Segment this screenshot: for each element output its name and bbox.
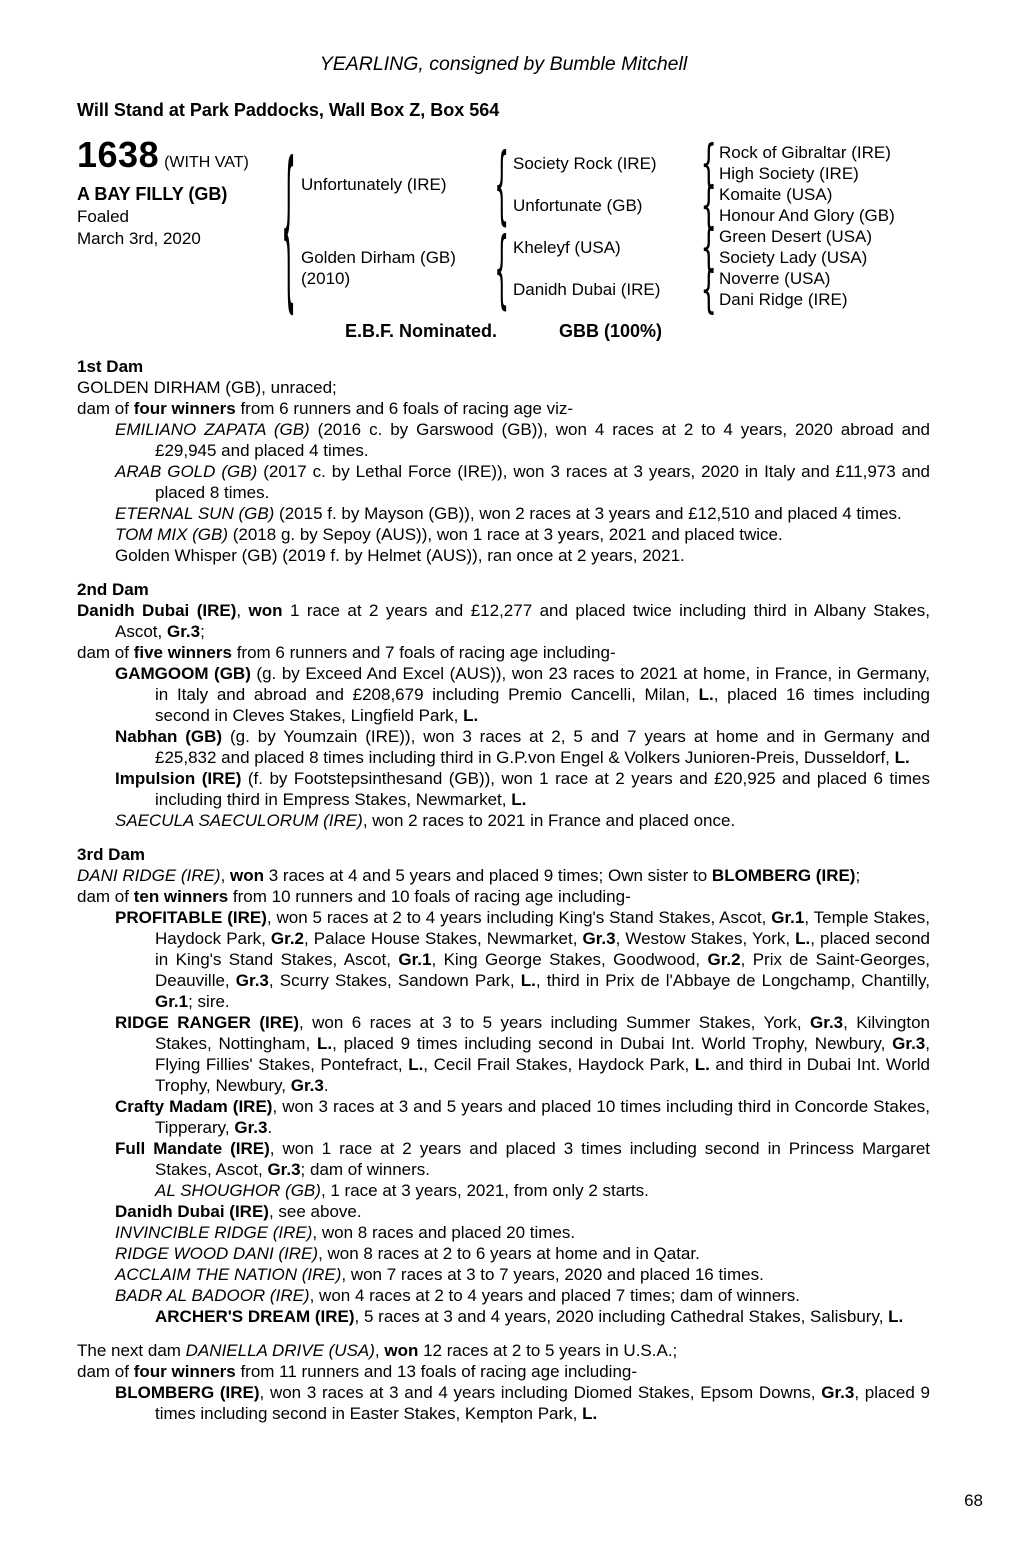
lot-number: 1638 [77,134,160,175]
text-run: from 11 runners and 13 foals of racing age including- [235,1362,638,1381]
brace-glyph: { [700,133,718,193]
text-run: Golden Whisper (GB) (2019 f. by Helmet (AUS)), ran once at 2 years, 2021. [115,546,685,565]
pedigree-paragraph [77,1243,930,1264]
text-run: AL SHOUGHOR (GB) [155,1181,321,1200]
text-run: . [267,1118,273,1137]
dam-section-heading: 3rd Dam [77,845,146,864]
text-run: , Westow Stakes, York, [615,929,796,948]
text-run: dam of [77,643,134,662]
stand-location: Will Stand at Park Paddocks, Wall Box Z, Box 564 [77,100,500,120]
text-run: from 6 runners and 7 foals of racing age including- [231,643,616,662]
text-run: , 1 race at 3 years, 2021, from only 2 starts. [320,1181,649,1200]
pedigree-paragraph [77,377,930,398]
pedigree-paragraph [77,1285,930,1306]
brace-glyph: { [281,123,297,329]
text-run: L. [694,1055,710,1074]
text-run: 1 race at 2 years and £12,277 and placed twice including third in Albany Stakes, Ascot, [115,601,930,641]
pedigree-gen3-name: Noverre (USA) [719,269,831,288]
text-run: , won 6 races at 3 to 5 years including Summer Stakes, York, [299,1013,811,1032]
text-run: , Cecil Frail Stakes, Haydock Park, [423,1055,695,1074]
text-run: , won 5 races at 2 to 4 years including King's Stand Stakes, Ascot, [266,908,772,927]
pedigree-paragraph [77,461,930,503]
pedigree-gen3-name: Dani Ridge (IRE) [719,290,848,309]
text-run: , won 3 races at 3 and 5 years and placed 10 times including third in Concorde Stakes, Tipperary, [155,1097,930,1137]
text-run: 3 races at 4 and 5 years and placed 9 times; Own sister to [264,866,712,885]
text-run: PROFITABLE (IRE) [115,908,267,927]
foaled-label: Foaled [77,207,129,226]
text-run: L. [894,748,910,767]
pedigree-dam [301,226,491,310]
dam-section [77,356,930,566]
pedigree-paragraph [77,1382,930,1424]
dam-section [77,579,930,831]
text-run: (g. by Exceed And Excel (AUS)), won 23 races to 2021 at home, in France, in Germany, in Italy and abroad and £208,679 including Premio Cancelli, Milan, [155,664,930,704]
pedigree-gen3-name: Komaite (USA) [719,185,833,204]
text-run: L. [317,1034,333,1053]
text-run: , placed 9 times including second in Dubai Int. World Trophy, Newbury, [332,1034,893,1053]
text-run: Gr.3 [235,971,269,990]
text-run: 12 races at 2 to 5 years in U.S.A.; [418,1341,678,1360]
pedigree-paragraph [77,886,930,907]
text-run: , Prix de Saint-Georges, Deauville, [155,950,930,990]
dam-section-heading: 2nd Dam [77,580,149,599]
lot-info [77,134,277,310]
brace-glyph: { [700,175,718,235]
text-run: , won 8 races and placed 20 times. [312,1223,576,1242]
text-run: , 5 races at 3 and 4 years, 2020 including Cathedral Stakes, Salisbury, [354,1307,889,1326]
text-run: , won 8 races at 2 to 6 years at home and in Qatar. [318,1244,700,1263]
text-run: , King George Stakes, Goodwood, [431,950,708,969]
text-run: EMILIANO ZAPATA (GB) [115,420,310,439]
text-run: L. [463,706,479,725]
text-run: from 6 runners and 6 foals of racing age viz- [235,399,574,418]
text-run: won [230,866,265,885]
text-run: (f. by Footstepsinthesand (GB)), won 1 race at 2 years and £20,925 and placed 6 times including third in Empress Stakes, Newmarket, [155,769,930,809]
text-run: , placed second in King's Stand Stakes, Ascot, [155,929,930,969]
text-run: from 10 runners and 10 foals of racing age including- [228,887,631,906]
text-run: five winners [133,643,232,662]
text-run: ETERNAL SUN (GB) [115,504,275,523]
pedigree-brace-dam [491,218,513,318]
pedigree-paragraph [77,726,930,768]
page-title: YEARLING, consigned by Bumble Mitchell [319,53,688,75]
text-run: Danidh Dubai (IRE) [77,601,237,620]
text-run: . [323,1076,329,1095]
brace-glyph: { [494,218,510,318]
pedigree-brace-gen1 [277,123,301,329]
foaled-date: March 3rd, 2020 [77,229,201,248]
pedigree-sire [301,142,491,226]
text-run: SAECULA SAECULORUM (IRE) [115,811,363,830]
pedigree-gen3-name: High Society (IRE) [719,164,859,183]
text-run: Gr.1 [398,950,432,969]
text-run: RIDGE RANGER (IRE) [115,1013,300,1032]
text-run: , [220,866,231,885]
text-run: L. [408,1055,424,1074]
pedigree-table [77,123,930,329]
pedigree-paragraph [77,545,930,566]
pedigree-paragraph [77,1340,930,1361]
text-run: Gr.3 [582,929,616,948]
text-run: ; [200,622,205,641]
gbb-note: GBB (100%) [558,321,663,341]
pedigree-gen2-name: Unfortunate (GB) [513,195,643,215]
pedigree-dam-name: Golden Dirham (GB) [301,248,456,267]
text-run: Gr.1 [155,992,189,1011]
pedigree-paragraph [77,419,930,461]
text-run: L. [698,685,714,704]
pedigree-gen2-name: Society Rock (IRE) [513,153,657,173]
pedigree-paragraph [77,1306,930,1327]
lot-description: A BAY FILLY (GB) [77,184,228,204]
text-run: , see above. [268,1202,362,1221]
text-run: GAMGOOM (GB) [115,664,251,683]
text-run: , Kilvington Stakes, Nottingham, [155,1013,930,1053]
pedigree-paragraph [77,1180,930,1201]
text-run: BADR AL BADOOR (IRE) [115,1286,310,1305]
pedigree-paragraph [77,663,930,726]
text-run: ten winners [133,887,229,906]
text-run: Gr.3 [290,1076,324,1095]
lot-number-row [77,134,277,175]
text-run: , Temple Stakes, Haydock Park, [155,908,930,948]
text-run: TOM MIX (GB) [115,525,229,544]
text-run: , won 3 races at 3 and 4 years including Diomed Stakes, Epsom Downs, [259,1383,822,1402]
text-run: , placed 9 times including second in Easter Stakes, Kempton Park, [155,1383,930,1423]
text-run: ACCLAIM THE NATION (IRE) [115,1265,342,1284]
dam-sections [77,356,930,1424]
text-run: The next dam [77,1341,186,1360]
text-run: Crafty Madam (IRE) [115,1097,273,1116]
pedigree-brace-gen3 [699,259,719,319]
pedigree-brace-sire [491,134,513,234]
text-run: ; sire. [188,992,230,1011]
lot-vat-note: (WITH VAT) [164,154,249,171]
pedigree-paragraph [77,1222,930,1243]
text-run: won [384,1341,419,1360]
pedigree-gen3-name: Honour And Glory (GB) [719,206,895,225]
text-run: Full Mandate (IRE) [115,1139,270,1158]
ebf-nominated-note: E.B.F. Nominated. [344,321,497,341]
text-run: ARAB GOLD (GB) [115,462,258,481]
text-run: , Scurry Stakes, Sandown Park, [268,971,521,990]
dam-section [77,1340,930,1424]
text-run: , [236,601,249,620]
pedigree-paragraph [77,865,930,886]
text-run: , won 1 race at 2 years and placed 3 times including second in Princess Margaret Stakes, Ascot, [155,1139,930,1179]
pedigree-gen2-name: Kheleyf (USA) [513,237,621,257]
text-run: , placed 16 times including second in Cleves Stakes, Lingfield Park, [155,685,930,725]
text-run: Danidh Dubai (IRE) [115,1202,269,1221]
text-run: DANI RIDGE (IRE) [77,866,221,885]
pedigree-paragraph [77,524,930,545]
text-run: Gr.1 [771,908,805,927]
text-run: L. [520,971,536,990]
text-run: Gr.3 [892,1034,926,1053]
text-run: , third in Prix de l'Abbaye de Longchamp, Chantilly, [535,971,931,990]
text-run: ARCHER'S DREAM (IRE) [155,1307,355,1326]
text-run: (2017 c. by Lethal Force (IRE)), won 3 races at 3 years, 2020 in Italy and £11,973 and placed 8 times. [155,462,930,502]
text-run: L. [795,929,811,948]
text-run: DANIELLA DRIVE (USA) [185,1341,375,1360]
pedigree-dam-year: (2010) [301,269,351,288]
pedigree-sire-name: Unfortunately (IRE) [301,174,447,194]
text-run: L. [888,1307,904,1326]
text-run: (2018 g. by Sepoy (AUS)), won 1 race at 3 years, 2021 and placed twice. [228,525,783,544]
text-run: GOLDEN DIRHAM (GB), unraced; [77,378,337,397]
text-run: BLOMBERG (IRE) [711,866,856,885]
text-run: Gr.2 [270,929,305,948]
text-run: dam of [77,399,134,418]
pedigree-gen3-name: Green Desert (USA) [719,227,873,246]
text-run: INVINCIBLE RIDGE (IRE) [115,1223,313,1242]
text-run: Gr.3 [166,622,201,641]
text-run: ; [855,866,861,885]
pedigree-paragraph [77,810,930,831]
pedigree-paragraph [77,1201,930,1222]
nomination-line [77,319,930,343]
text-run: (2015 f. by Mayson (GB)), won 2 races at 3 years and £12,510 and placed 4 times. [274,504,902,523]
text-run: , won 4 races at 2 to 4 years and placed 7 times; dam of winners. [309,1286,801,1305]
text-run: dam of [77,1362,134,1381]
text-run: BLOMBERG (IRE) [115,1383,260,1402]
text-run: (2016 c. by Garswood (GB)), won 4 races at 2 to 4 years, 2020 abroad and £29,945 and placed 4 times. [155,420,930,460]
text-run: , [374,1341,385,1360]
brace-glyph: { [494,134,510,234]
pedigree-paragraph [77,398,930,419]
pedigree-paragraph [77,768,930,810]
text-run: four winners [133,399,236,418]
pedigree-paragraph [77,1138,930,1180]
text-run: (g. by Youmzain (IRE)), won 3 races at 2, 5 and 7 years at home and in Germany and £25,832 and placed 8 times including third in G.P.von Engel & Volkers Junioren-Preis, Dusseldorf, [155,727,930,767]
text-run: , Flying Fillies' Stakes, Pontefract, [155,1034,930,1074]
pedigree-paragraph [77,642,930,663]
pedigree-paragraph [77,600,930,642]
text-run: Gr.2 [707,950,741,969]
dam-section [77,844,930,1327]
text-run: Impulsion (IRE) [115,769,242,788]
text-run: dam of [77,887,134,906]
pedigree-paragraph [77,503,930,524]
text-run: Gr.3 [234,1118,268,1137]
text-run: and third in Dubai Int. World Trophy, Newbury, [155,1055,930,1095]
text-run: Nabhan (GB) [115,727,223,746]
text-run: RIDGE WOOD DANI (IRE) [115,1244,319,1263]
dam-section-heading: 1st Dam [77,357,144,376]
brace-glyph: { [700,259,718,319]
text-run: , won 2 races to 2021 in France and placed once. [362,811,736,830]
pedigree-gen2-name: Danidh Dubai (IRE) [513,279,661,299]
pedigree-paragraph [77,1264,930,1285]
text-run: Gr.3 [810,1013,844,1032]
pedigree-gen3-name: Society Lady (USA) [719,248,868,267]
text-run: four winners [133,1362,236,1381]
text-run: Gr.3 [821,1383,855,1402]
text-run: Gr.3 [267,1160,301,1179]
text-run: ; dam of winners. [300,1160,430,1179]
text-run: , won 7 races at 3 to 7 years, 2020 and placed 16 times. [341,1265,764,1284]
pedigree-paragraph [77,1096,930,1138]
text-run: L. [511,790,527,809]
page-number: 68 [964,1491,983,1510]
text-run: L. [582,1404,598,1423]
pedigree-paragraph [77,907,930,1012]
text-run: won [248,601,283,620]
pedigree-paragraph [77,1012,930,1096]
pedigree-paragraph [77,1361,930,1382]
text-run: , Palace House Stakes, Newmarket, [304,929,583,948]
brace-glyph: { [700,217,718,277]
pedigree-gen3-name: Rock of Gibraltar (IRE) [719,143,891,162]
